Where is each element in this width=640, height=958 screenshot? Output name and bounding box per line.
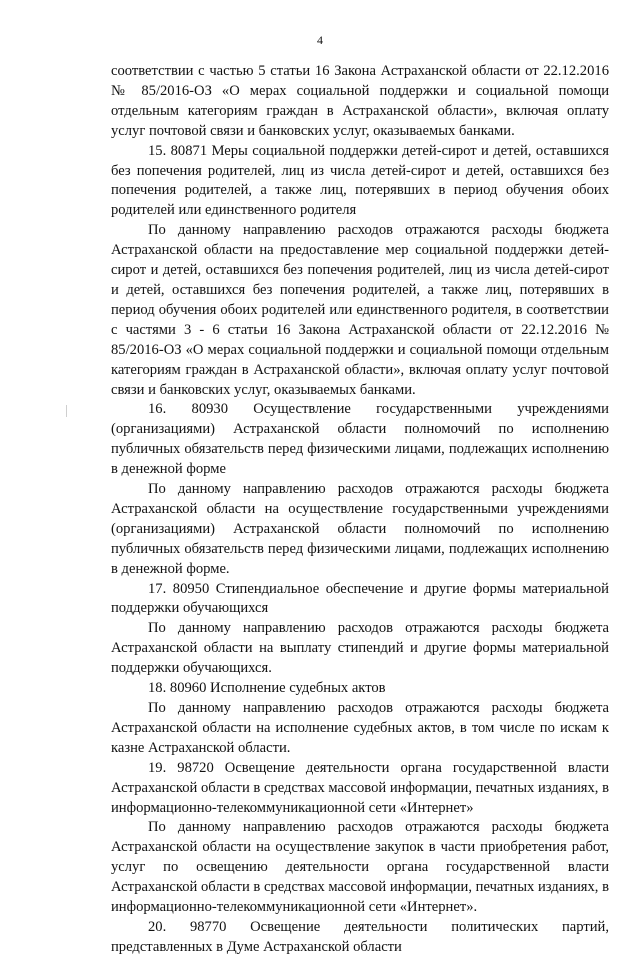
section-heading-18: 18. 80960 Исполнение судебных актов: [148, 680, 386, 697]
section-heading-19: 19. 98720 Освещение деятельности органа государственной власти Астраханской области в средствах массовой информации, печатных изданиях, в информационно-телекоммуникационной сети «Интернет»: [111, 759, 609, 816]
margin-mark: [66, 405, 67, 417]
section-heading-20: 20. 98770 Освещение деятельности политических партий, представленных в Думе Астраханской области: [111, 918, 609, 955]
section-heading-15: 15. 80871 Меры социальной поддержки детей-сирот и детей, оставшихся без попечения родителей, лиц из числа детей-сирот и детей, оставшихся без попечения родителей, а также лиц, потерявших в период обучения обоих родителей или единственного родителя: [111, 142, 609, 219]
section-body-18: По данному направлению расходов отражаются расходы бюджета Астраханской области на исполнение судебных актов, в том числе по искам к казне Астраханской области.: [111, 700, 609, 756]
section-body-16: По данному направлению расходов отражаются расходы бюджета Астраханской области на осуществление государственными учреждениями (организациями) Астраханской области полномочий по исполнению публичных обязательств перед физическими лицами, подлежащих исполнению в денежной форме.: [111, 481, 609, 577]
section-heading-17: 17. 80950 Стипендиальное обеспечение и другие формы материальной поддержки обучающихся: [111, 580, 609, 617]
section-heading-16: 16. 80930 Осуществление государственными учреждениями (организациями) Астраханской области полномочий по исполнению публичных обязательств перед физическими лицами, подлежащих исполнению в денежной форме: [111, 401, 609, 478]
document-body: [111, 62, 609, 958]
paragraph-continuation: соответствии с частью 5 статьи 16 Закона Астраханской области от 22.12.2016 № 85/2016-ОЗ «О мерах социальной поддержки и социальной помощи отдельным категориям граждан в Астраханской области», включая оплату услуг почтовой связи и банковских услуг, оказываемых банками.: [111, 63, 609, 139]
section-body-19: По данному направлению расходов отражаются расходы бюджета Астраханской области на осуществление закупок в части приобретения работ, услуг по освещению деятельности органа государственной власти Астраханской области в средствах массовой информации, печатных изданиях, в информационно-телекоммуникационной сети «Интернет».: [111, 819, 609, 916]
page-number: 4: [317, 33, 323, 47]
section-body-17: По данному направлению расходов отражаются расходы бюджета Астраханской области на выплату стипендий и другие формы материальной поддержки обучающихся.: [111, 620, 609, 677]
section-body-15: По данному направлению расходов отражаются расходы бюджета Астраханской области на предоставление мер социальной поддержки детей-сирот и детей, оставшихся без попечения родителей, лиц из числа детей-сирот и детей, оставшихся без попечения родителей, а также лиц, потерявших в период обучения обоих родителей или единственного родителя, в соответствии с частями 3 - 6 статьи 16 Закона Астраханской области от 22.12.2016 № 85/2016-ОЗ «О мерах социальной поддержки и социальной помощи отдельным категориям граждан в Астраханской области», включая оплату услуг почтовой связи и банковских услуг, оказываемых банками.: [111, 222, 609, 398]
